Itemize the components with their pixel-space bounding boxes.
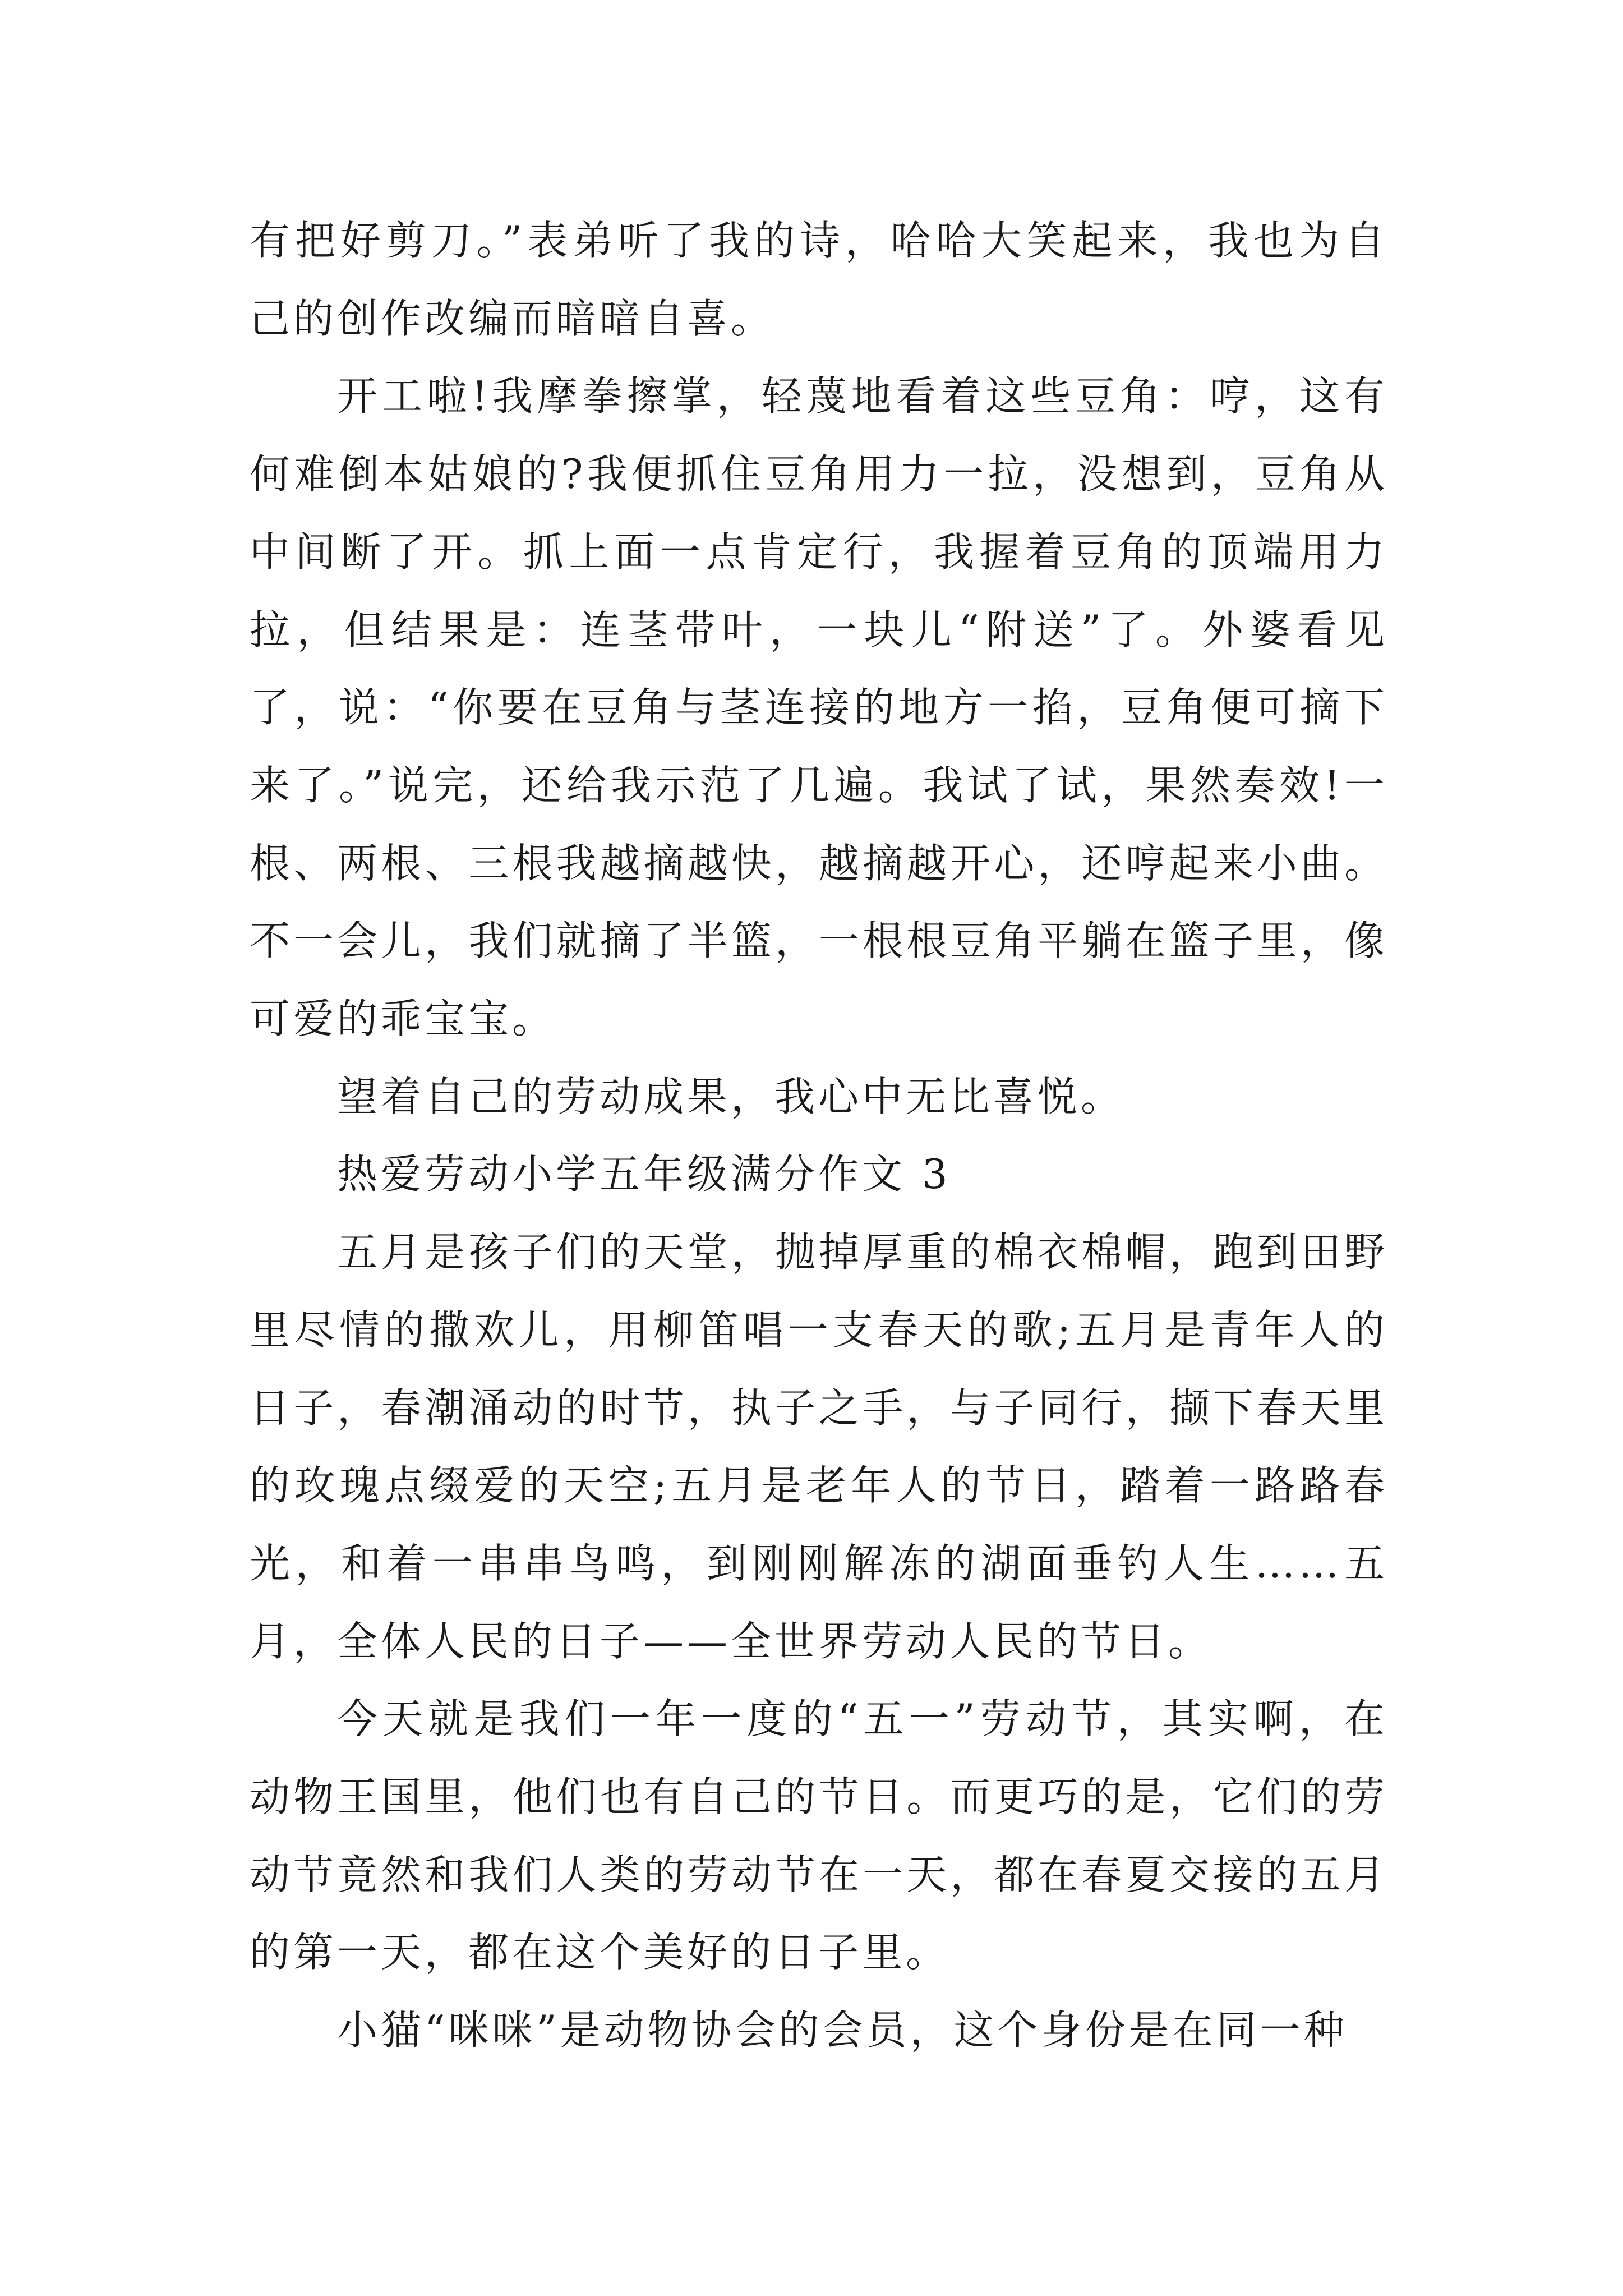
paragraph-4: 五月是孩子们的天堂，抛掉厚重的棉衣棉帽，跑到田野里尽情的撒欢儿，用柳笛唱一支春天的歌;五月是青年人的日子，春潮涌动的时节，执子之手，与子同行，撷下春天里的玫瑰点缀爱的天空;五月是老年人的节日，踏着一路路春光，和着一串串鸟鸣，到刚刚解冻的湖面垂钓人生……五月，全体人民的日子——全世界劳动人民的节日。: [250, 1228, 1388, 1665]
paragraph-2: 开工啦!我摩拳擦掌，轻蔑地看着这些豆角：哼，这有何难倒本姑娘的?我便抓住豆角用力一拉，没想到，豆角从中间断了开。抓上面一点肯定行，我握着豆角的顶端用力拉，但结果是：连茎带叶，一块儿“附送”了。外婆看见了，说：“你要在豆角与茎连接的地方一掐，豆角便可摘下来了。”说完，还给我示范了几遍。我试了试，果然奏效!一根、两根、三根我越摘越快，越摘越开心，还哼起来小曲。不一会儿，我们就摘了半篮，一根根豆角平躺在篮子里，像可爱的乖宝宝。: [250, 372, 1388, 1043]
paragraph-3: 望着自己的劳动成果，我心中无比喜悦。: [337, 1073, 1125, 1120]
paragraph-5: 今天就是我们一年一度的“五一”劳动节，其实啊，在动物王国里，他们也有自己的节日。而更巧的是，它们的劳动节竟然和我们人类的劳动节在一天，都在春夏交接的五月的第一天，都在这个美好的日子里。: [250, 1695, 1388, 1976]
paragraph-1: 有把好剪刀。”表弟听了我的诗，哈哈大笑起来，我也为自己的创作改编而暗暗自喜。: [250, 217, 1388, 342]
section-heading: 热爱劳动小学五年级满分作文 3: [337, 1151, 951, 1198]
paragraph-6: 小猫“咪咪”是动物协会的会员，这个身份是在同一种: [337, 2007, 1348, 2054]
text-column: [250, 202, 1388, 2069]
